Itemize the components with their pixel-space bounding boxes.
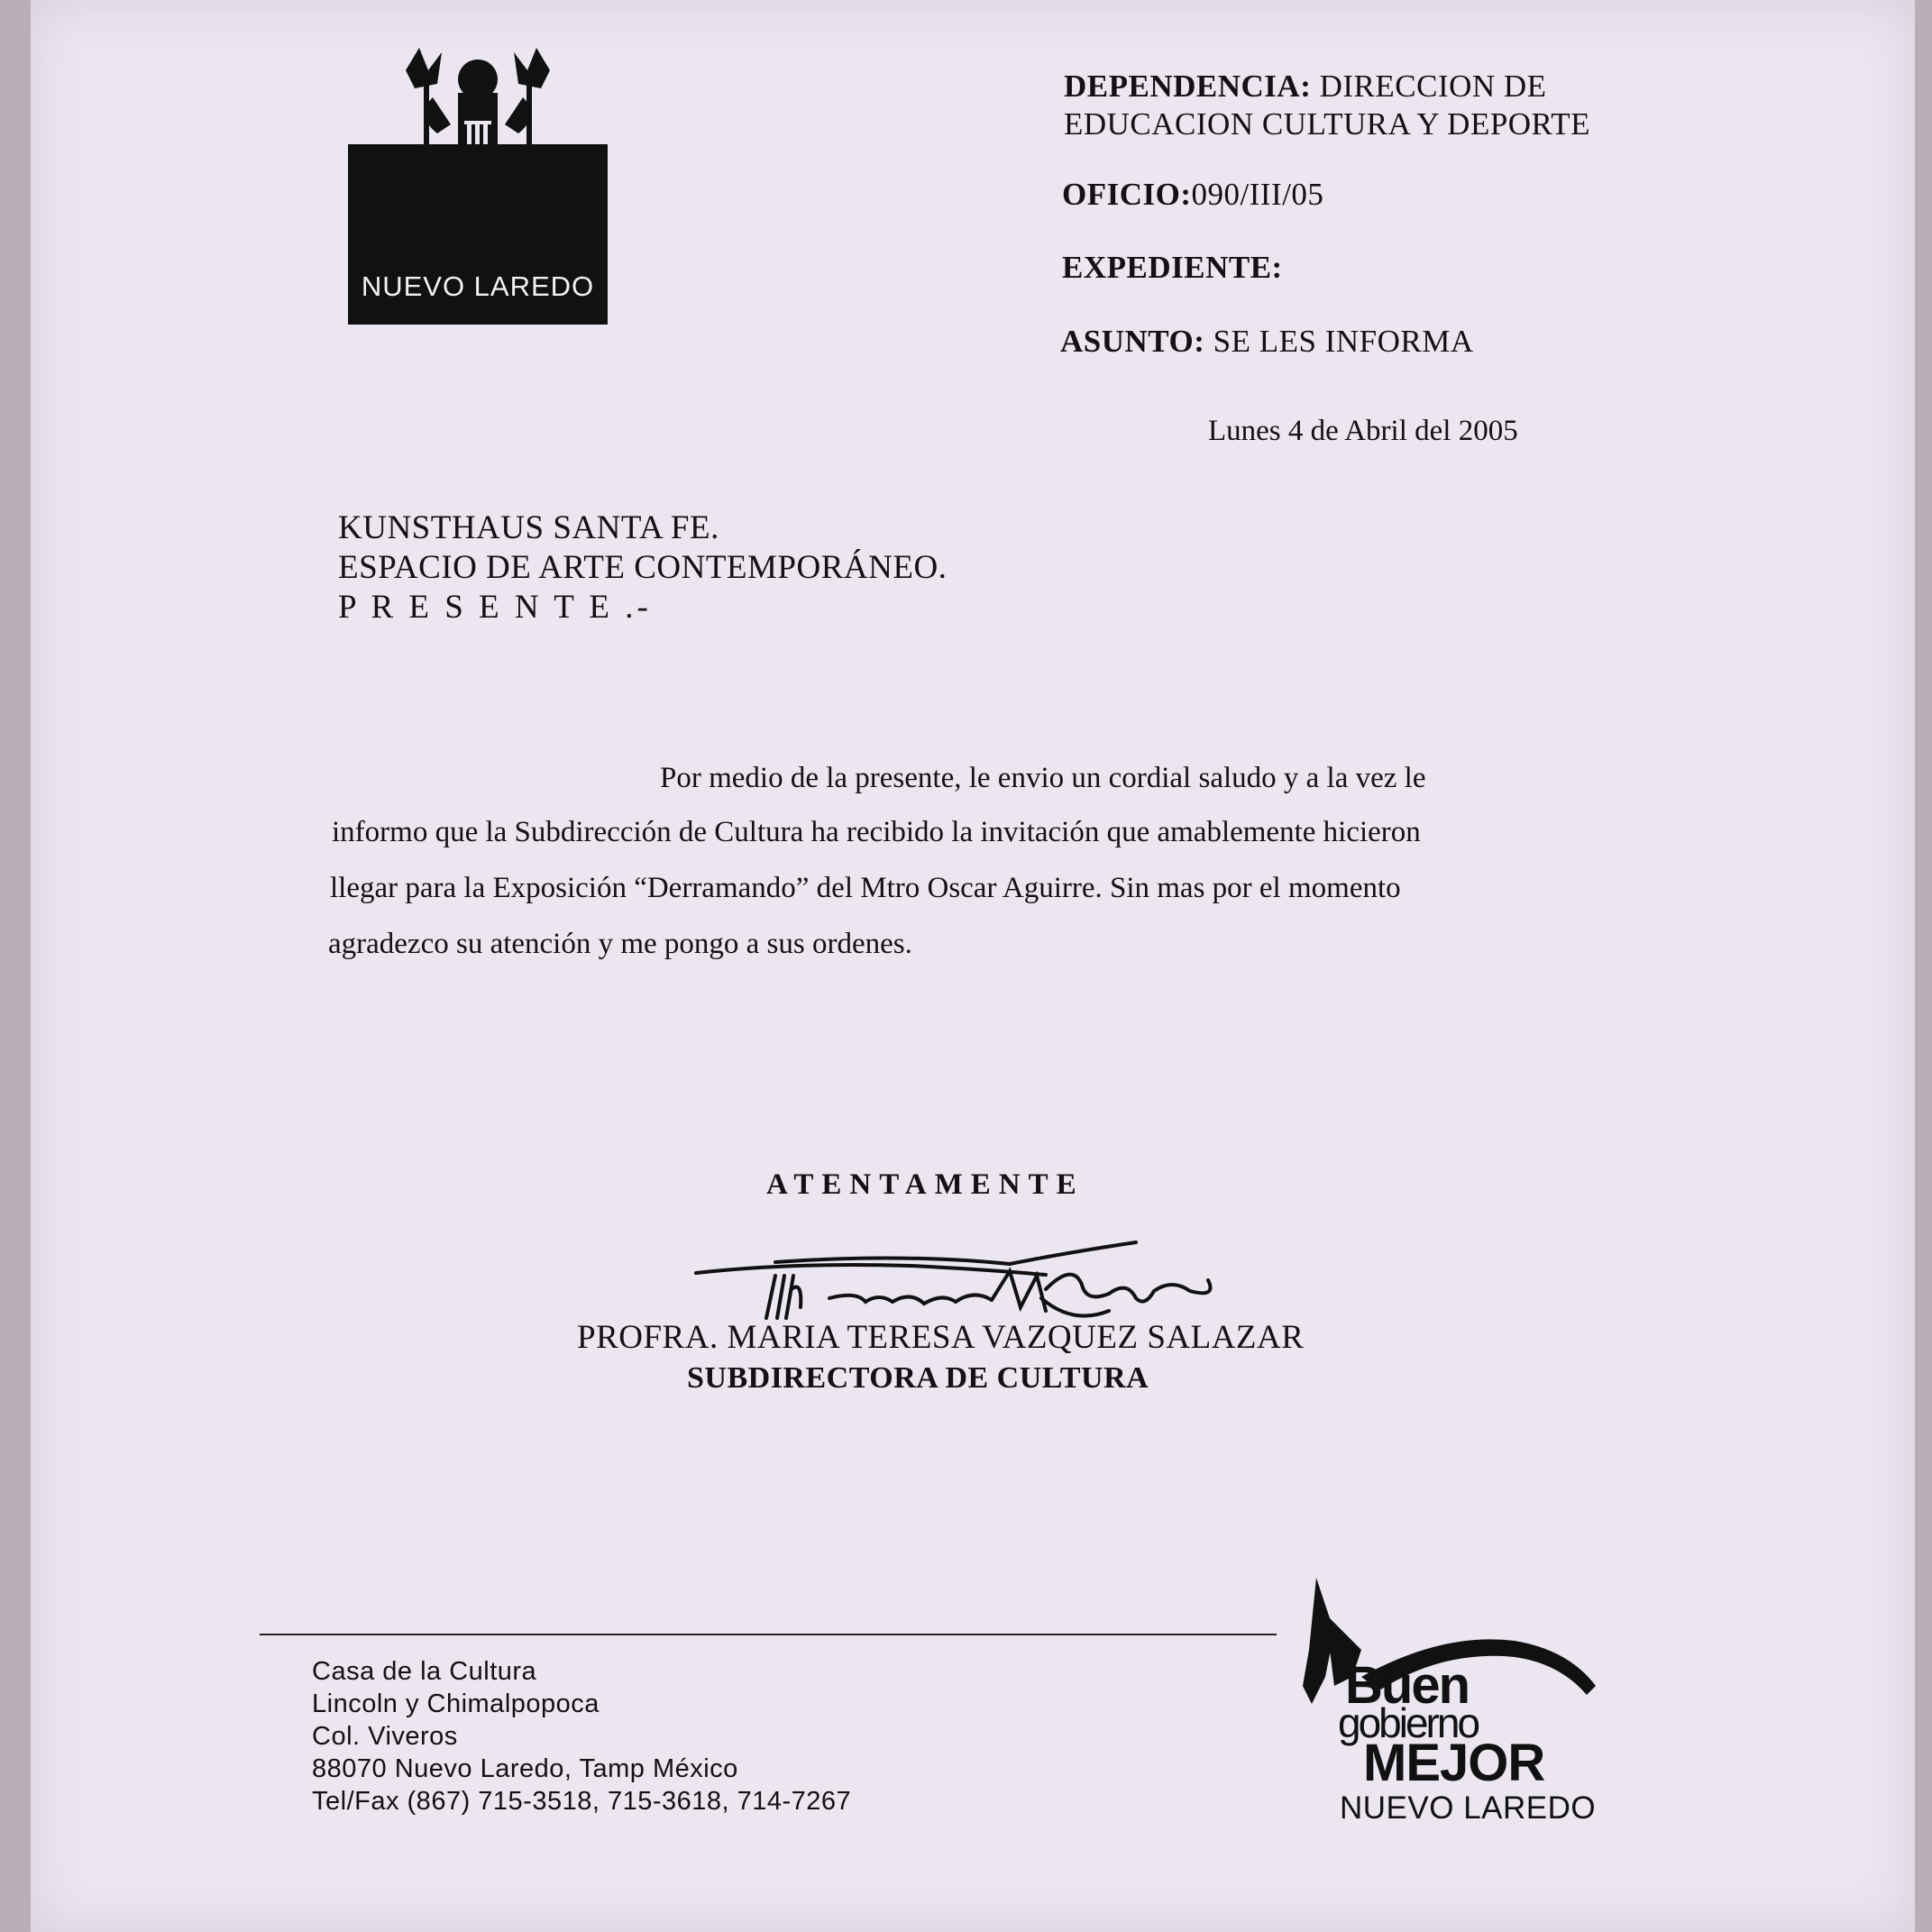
campaign-word-1: Buen bbox=[1345, 1656, 1469, 1715]
footer-line-2: Lincoln y Chimalpopoca bbox=[312, 1689, 600, 1718]
body-line-2: informo que la Subdirección de Cultura ha recibido la invitación que amablemente hicieron bbox=[332, 816, 1421, 848]
asunto-label: ASUNTO: bbox=[1060, 324, 1205, 359]
expediente-line bbox=[1062, 250, 1283, 286]
recipient-line-1: KUNSTHAUS SANTA FE. bbox=[338, 509, 719, 546]
closing-salutation: ATENTAMENTE bbox=[766, 1168, 1085, 1201]
recipient-line-3: P R E S E N T E .- bbox=[338, 589, 652, 626]
recipient-block bbox=[338, 508, 947, 627]
footer-line-5: Tel/Fax (867) 715-3518, 715-3618, 714-7267 bbox=[312, 1787, 852, 1816]
signer-title: SUBDIRECTORA DE CULTURA bbox=[687, 1361, 1149, 1395]
footer-address bbox=[312, 1655, 851, 1818]
footer-line-1: Casa de la Cultura bbox=[312, 1657, 537, 1686]
campaign-word-4: NUEVO LAREDO bbox=[1340, 1790, 1597, 1826]
recipient-line-2: ESPACIO DE ARTE CONTEMPORÁNEO. bbox=[338, 549, 948, 586]
logo-text: NUEVO LAREDO bbox=[361, 270, 595, 302]
body-line-1: Por medio de la presente, le envio un cordial saludo y a la vez le bbox=[660, 762, 1426, 794]
body-line-4: agradezco su atención y me pongo a sus ordenes. bbox=[328, 928, 912, 960]
asunto-value: SE LES INFORMA bbox=[1213, 324, 1474, 359]
dependencia-label: DEPENDENCIA: bbox=[1064, 69, 1312, 104]
oficio-line bbox=[1062, 177, 1323, 213]
asunto-line bbox=[1060, 324, 1474, 360]
dependencia-line bbox=[1064, 69, 1547, 105]
coat-of-arms-icon bbox=[388, 43, 568, 160]
signer-name: PROFRA. MARIA TERESA VAZQUEZ SALAZAR bbox=[577, 1319, 1305, 1356]
campaign-word-2: gobierno bbox=[1338, 1699, 1479, 1746]
oficio-value: 090/III/05 bbox=[1191, 177, 1324, 212]
letter-date: Lunes 4 de Abril del 2005 bbox=[1208, 415, 1518, 447]
letter-page bbox=[31, 0, 1915, 1932]
expediente-label: EXPEDIENTE: bbox=[1062, 250, 1283, 285]
footer-divider bbox=[260, 1634, 1277, 1635]
oficio-label: OFICIO: bbox=[1062, 177, 1192, 212]
footer-line-4: 88070 Nuevo Laredo, Tamp México bbox=[312, 1754, 738, 1783]
footer-line-3: Col. Viveros bbox=[312, 1722, 458, 1751]
body-line-3: llegar para la Exposición “Derramando” del Mtro Oscar Aguirre. Sin mas por el momento bbox=[330, 872, 1401, 904]
dependencia-value-1: DIRECCION DE bbox=[1319, 69, 1547, 104]
campaign-word-3: MEJOR bbox=[1363, 1734, 1545, 1792]
dependencia-value-2: EDUCACION CULTURA Y DEPORTE bbox=[1064, 106, 1591, 142]
